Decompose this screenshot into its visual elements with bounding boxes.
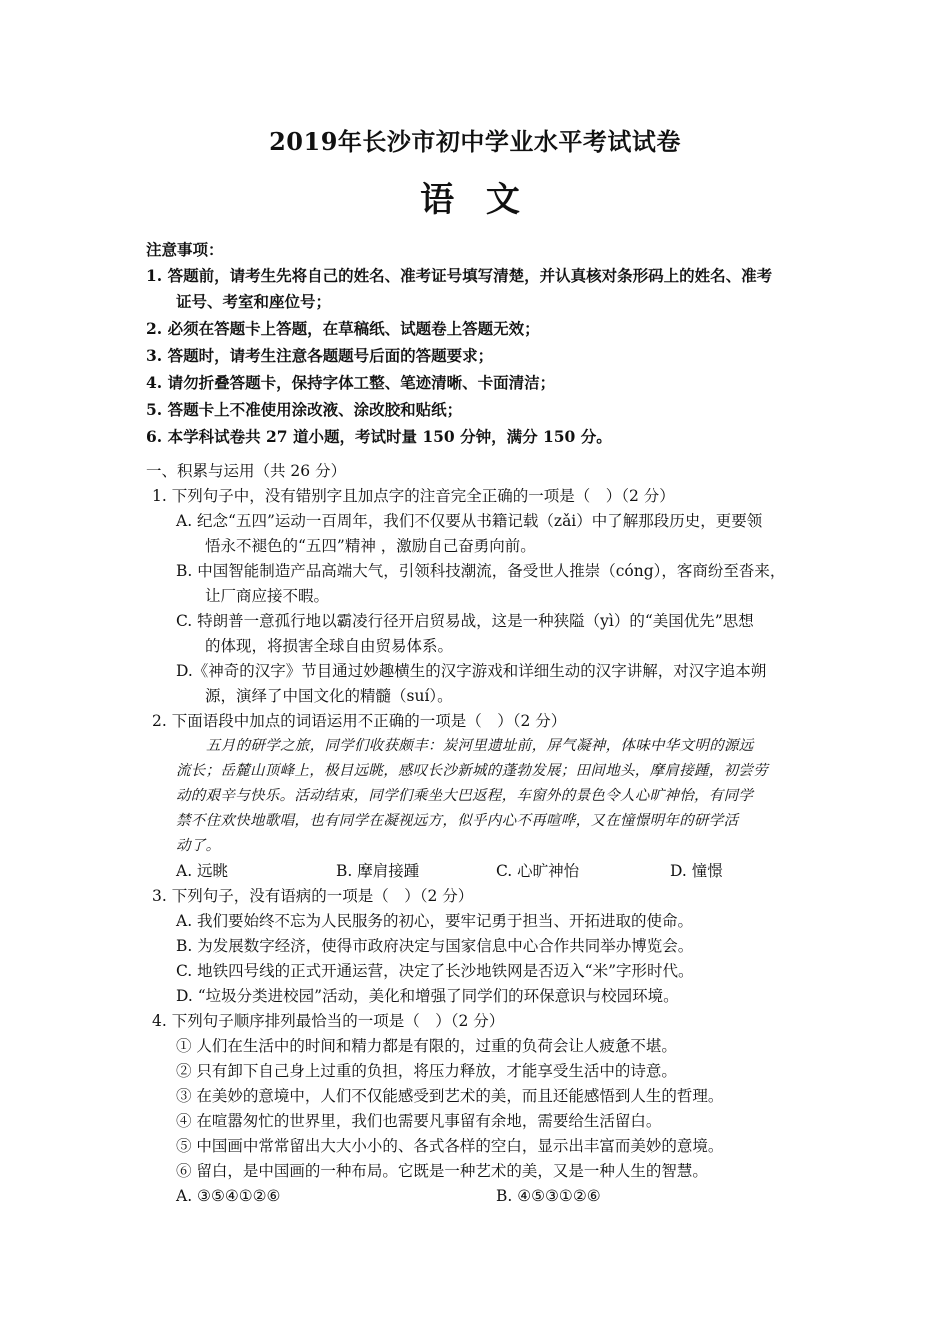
q3-stem: 3. 下列句子，没有语病的一项是（ ）（2 分） xyxy=(152,887,474,905)
notice-item-5: 5. 答题卡上不准使用涂改液、涂改胶和贴纸； xyxy=(146,400,463,419)
q2-option-a: A. 远眺 xyxy=(176,862,229,880)
q2-passage-line4: 禁不住欢快地歌唱，也有同学在凝视远方，似乎内心不再喧哗，又在憧憬明年的研学活 xyxy=(176,813,739,829)
q2-passage-line5: 动了。 xyxy=(176,838,221,854)
q3-option-b: B. 为发展数字经济，使得市政府决定与国家信息中心合作共同举办博览会。 xyxy=(176,937,694,955)
q4-sentence-4: ④ 在喧嚣匆忙的世界里，我们也需要凡事留有余地，需要给生活留白。 xyxy=(176,1112,662,1130)
q1-option-b-line1: B. 中国智能制造产品高端大气，引领科技潮流，备受世人推崇（cóng），客商纷至沓来， xyxy=(176,562,786,580)
notice-item-1: 1. 答题前，请考生先将自己的姓名、准考证号填写清楚，并认真核对条形码上的姓名、准考 xyxy=(146,266,773,285)
q3-option-a: A. 我们要始终不忘为人民服务的初心，要牢记勇于担当、开拓进取的使命。 xyxy=(176,912,694,930)
q3-option-c: C. 地铁四号线的正式开通运营，决定了长沙地铁网是否迈入“米”字形时代。 xyxy=(176,962,694,980)
q2-option-d: D. 憧憬 xyxy=(670,862,723,880)
q1-stem: 1. 下列句子中，没有错别字且加点字的注音完全正确的一项是（ ）（2 分） xyxy=(152,487,675,505)
q4-stem: 4. 下列句子顺序排列最恰当的一项是（ ）（2 分） xyxy=(152,1012,505,1030)
q1-option-a-line2: 悟永不褪色的“五四”精神 ，激励自己奋勇向前。 xyxy=(205,537,536,555)
q2-option-b: B. 摩肩接踵 xyxy=(336,862,420,880)
q4-sentence-2: ② 只有卸下自己身上过重的负担，将压力释放，才能享受生活中的诗意。 xyxy=(176,1062,677,1080)
q2-option-c: C. 心旷神怡 xyxy=(496,862,580,880)
q4-option-b: B. ④⑤③①②⑥ xyxy=(496,1187,601,1205)
notice-item-1-cont: 证号、考室和座位号； xyxy=(176,292,332,311)
q1-option-c-line2: 的体现，将损害全球自由贸易体系。 xyxy=(205,637,454,655)
notice-heading: 注意事项： xyxy=(146,240,224,259)
q1-option-d-line1: D.《神奇的汉字》节目通过妙趣横生的汉字游戏和详细生动的汉字讲解，对汉字追本朔 xyxy=(176,662,767,680)
subject-title: 语 文 xyxy=(420,180,530,220)
exam-title: 2019年长沙市初中学业水平考试试卷 xyxy=(269,127,681,156)
q4-sentence-6: ⑥ 留白，是中国画的一种布局。它既是一种艺术的美，又是一种人生的智慧。 xyxy=(176,1162,708,1180)
q1-option-c-line1: C. 特朗普一意孤行地以霸凌行径开启贸易战，这是一种狭隘（yì）的“美国优先”思想 xyxy=(176,612,754,630)
q2-passage-line2: 流长；岳麓山顶峰上，极目远眺，感叹长沙新城的蓬勃发展；田间地头，摩肩接踵，初尝劳 xyxy=(176,763,768,779)
notice-item-2: 2. 必须在答题卡上答题，在草稿纸、试题卷上答题无效； xyxy=(146,319,540,338)
q4-sentence-3: ③ 在美妙的意境中，人们不仅能感受到艺术的美，而且还能感悟到人生的哲理。 xyxy=(176,1087,724,1105)
q2-passage-line3: 动的艰辛与快乐。活动结束，同学们乘坐大巴返程，车窗外的景色令人心旷神怡，有同学 xyxy=(176,788,754,804)
q1-option-a-line1: A. 纪念“五四”运动一百周年，我们不仅要从书籍记载（zǎi）中了解那段历史，更要领 xyxy=(176,512,763,530)
q2-stem: 2. 下面语段中加点的词语运用不正确的一项是（ ）（2 分） xyxy=(152,712,567,730)
q1-option-b-line2: 让厂商应接不暇。 xyxy=(205,587,330,605)
q4-sentence-1: ① 人们在生活中的时间和精力都是有限的，过重的负荷会让人疲惫不堪。 xyxy=(176,1037,677,1055)
notice-item-3: 3. 答题时，请考生注意各题题号后面的答题要求； xyxy=(146,346,494,365)
q4-option-a: A. ③⑤④①②⑥ xyxy=(176,1187,281,1205)
section-1-heading: 一、积累与运用（共 26 分） xyxy=(146,462,347,480)
q2-passage-line1: 五月的研学之旅，同学们收获颇丰：炭河里遗址前，屏气凝神，体味中华文明的源远 xyxy=(206,738,754,754)
notice-item-6: 6. 本学科试卷共 27 道小题，考试时量 150 分钟，满分 150 分。 xyxy=(146,427,612,446)
q4-sentence-5: ⑤ 中国画中常常留出大大小小的、各式各样的空白，显示出丰富而美妙的意境。 xyxy=(176,1137,724,1155)
q1-option-d-line2: 源，演绎了中国文化的精髓（suí）。 xyxy=(205,687,453,705)
q3-option-d: D. “垃圾分类进校园”活动，美化和增强了同学们的环保意识与校园环境。 xyxy=(176,987,679,1005)
notice-item-4: 4. 请勿折叠答题卡，保持字体工整、笔迹清晰、卡面清洁； xyxy=(146,373,556,392)
